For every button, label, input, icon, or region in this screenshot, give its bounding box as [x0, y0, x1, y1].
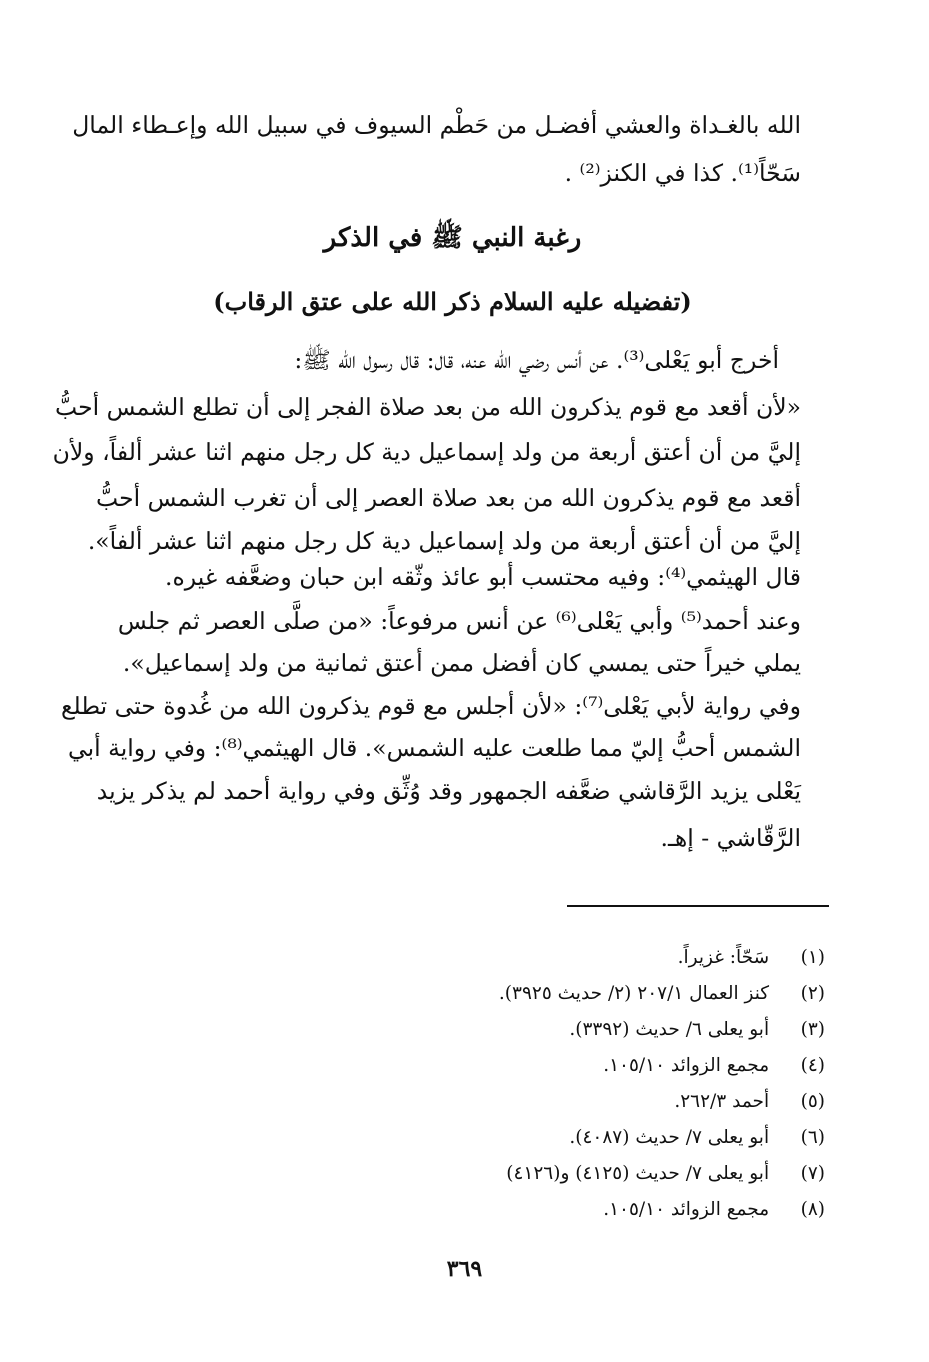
text-line: الرَّقّاشي - إهـ. [660, 824, 801, 852]
footnote-item [499, 980, 825, 1008]
footnote-text: مجمع الزوائد ١٠٥/١٠. [603, 1055, 770, 1076]
text-line: إليَّ من أن أعتق أربعة من ولد إسماعيل دية كل رجل منهم اثنا عشر ألفاً، ولأن [52, 438, 801, 466]
footnote-item [678, 944, 825, 972]
text-line: سَحّاً⁽¹⁾. كذا في الكنز⁽²⁾ . [564, 159, 801, 187]
footnote-text: مجمع الزوائد ١٠٥/١٠. [603, 1199, 770, 1220]
footnote-item [603, 1052, 825, 1080]
text-line: وعند أحمد⁽⁵⁾ وأبي يَعْلى⁽⁶⁾ عن أنس مرفوعاً: «من صلَّى العصر ثم جلس [117, 607, 801, 635]
footnote-text: أحمد ٢٦٢/٣. [674, 1091, 770, 1112]
footnote-text: سَحّاً: غزيراً. [677, 947, 770, 968]
footnote-item [506, 1160, 825, 1188]
footnote-number: (٥) [800, 1091, 825, 1112]
footnote-item [603, 1196, 825, 1224]
footnote-text: أبو يعلى ٧/ حديث (٤٠٨٧). [569, 1127, 770, 1148]
footnote-divider [567, 905, 829, 907]
text-line: الشمس أحبُّ إليّ مما طلعت عليه الشمس». قال الهيثمي⁽⁸⁾: وفي رواية أبي [68, 734, 801, 762]
text-line: أخرج أبو يَعْلى⁽³⁾. عن أنس رضي الله عنه، قال: قال رسول الله ﷺ: [294, 346, 779, 374]
text-line: يَعْلى يزيد الرَّقاشي ضعَّفه الجمهور وقد وُثِّق وفي رواية أحمد لم يذكر يزيد [96, 777, 801, 805]
footnote-item [569, 1124, 825, 1152]
footnote-number: (٨) [800, 1199, 825, 1220]
footnote-text: كنز العمال ٢٠٧/١ (٢/ حديث ٣٩٢٥). [498, 983, 770, 1004]
page-number: ٣٦٩ [446, 1256, 483, 1282]
footnote-number: (٧) [800, 1163, 825, 1184]
text-line: قال الهيثمي⁽⁴⁾: وفيه محتسب أبو عائذ وثّقه ابن حبان وضعَّفه غيره. [165, 563, 801, 591]
text-line: الله بالغـداة والعشي أفضـل من حَطْم السيوف في سبيل الله وإعـطاء المال [72, 111, 801, 139]
footnote-number: (١) [800, 947, 825, 968]
text-line: «لأن أقعد مع قوم يذكرون الله من بعد صلاة الفجر إلى أن تطلع الشمس أحبُّ [55, 393, 801, 421]
text-line: يملي خيراً حتى يمسي كان أفضل ممن أعتق ثمانية من ولد إسماعيل». [122, 649, 801, 677]
section-subheading: (تفضيله عليه السلام ذكر الله على عتق الرقاب) [213, 287, 692, 316]
footnote-number: (٤) [800, 1055, 825, 1076]
footnote-number: (٢) [800, 983, 825, 1004]
section-heading: رغبة النبي ﷺ في الذكر [323, 223, 582, 253]
footnote-number: (٣) [800, 1019, 825, 1040]
text-line: إليَّ من أن أعتق أربعة من ولد إسماعيل دية كل رجل منهم اثنا عشر ألفاً». [87, 527, 801, 555]
text-line: أقعد مع قوم يذكرون الله من بعد صلاة العصر إلى أن تغرب الشمس أحبُّ [96, 484, 801, 512]
text-line: وفي رواية لأبي يَعْلى⁽⁷⁾: «لأن أجلس مع قوم يذكرون الله من غُدوة حتى تطلع [61, 692, 801, 720]
footnote-item [569, 1016, 825, 1044]
footnote-number: (٦) [800, 1127, 825, 1148]
footnote-item [674, 1088, 825, 1116]
footnote-text: أبو يعلى ٧/ حديث (٤١٢٥) و(٤١٢٦) [506, 1163, 770, 1184]
footnote-text: أبو يعلى ٦/ حديث (٣٣٩٢). [569, 1019, 770, 1040]
